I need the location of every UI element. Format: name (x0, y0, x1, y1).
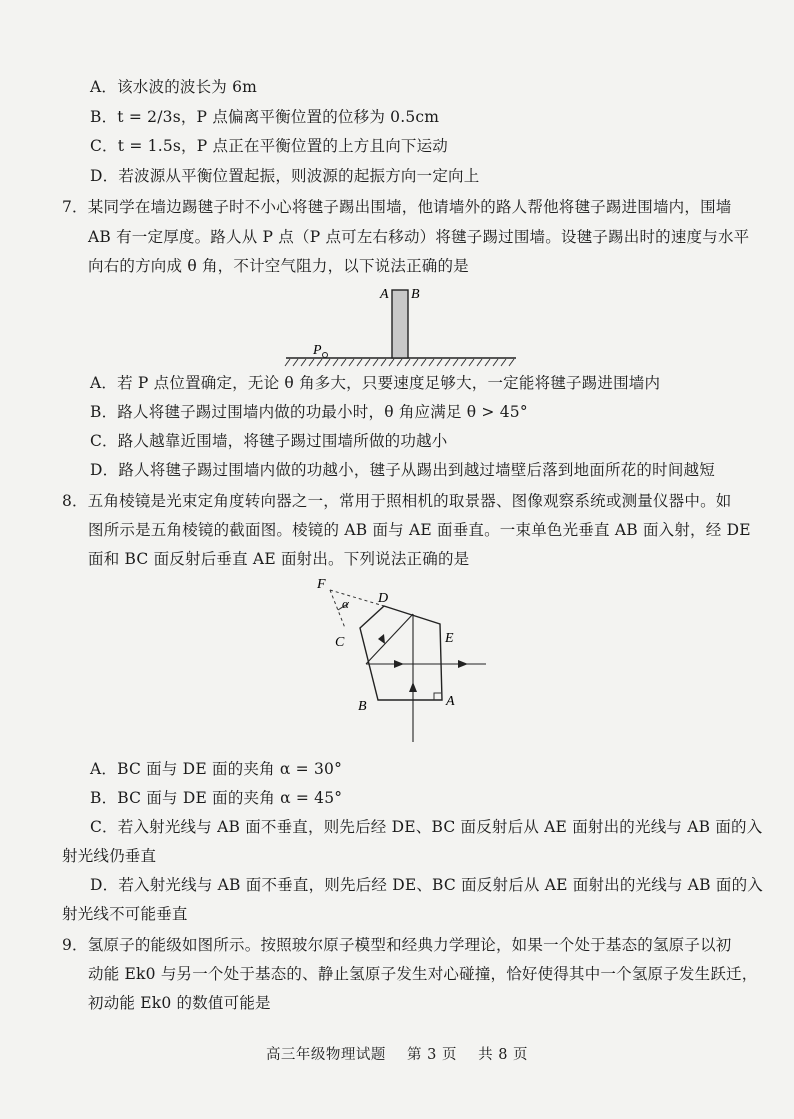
q8-option-c-line-2: 射光线仍垂直 (62, 847, 157, 865)
q7-stem-line-3: 向右的方向成 θ 角，不计空气阻力，以下说法正确的是 (88, 257, 469, 275)
q8-option-d-line-1: D．若入射光线与 AB 面不垂直，则先后经 DE、BC 面反射后从 AE 面射出的光线与 AB 面的入 (90, 876, 764, 894)
footer-page-total: 共 8 页 (478, 1047, 529, 1063)
q9-stem-line-3: 初动能 Ek0 的数值可能是 (88, 994, 271, 1012)
q8-stem-line-2: 图所示是五角棱镜的截面图。棱镜的 AB 面与 AE 面垂直。一束单色光垂直 AB 面入射，经 DE (88, 521, 751, 539)
point-p (323, 353, 328, 358)
q8-stem-line-1: 8．五角棱镜是光束定角度转向器之一，常用于照相机的取景器、图像观察系统或测量仪器中。如 (62, 492, 732, 510)
q8-option-a: A．BC 面与 DE 面的夹角 α = 30° (90, 760, 343, 778)
q7-option-b: B．路人将毽子踢过围墙内做的功最小时，θ 角应满足 θ > 45° (90, 403, 528, 421)
q7-option-a: A．若 P 点位置确定，无论 θ 角多大，只要速度足够大，一定能将毽子踢进围墙内 (90, 374, 661, 392)
wall-ab (392, 290, 408, 358)
pentaprism-outline (360, 606, 442, 700)
footer-page-number: 第 3 页 (407, 1047, 457, 1063)
prism-label-f: F (317, 577, 326, 592)
q6-option-d: D．若波源从平衡位置起振，则波源的起振方向一定向上 (90, 167, 480, 185)
q8-option-d-line-2: 射光线不可能垂直 (62, 905, 188, 923)
q9-stem-line-2: 动能 Ek0 与另一个处于基态的、静止氢原子发生对心碰撞，恰好使得其中一个氢原子发生跃迁， (88, 965, 758, 983)
q6-option-c: C．t = 1.5s，P 点正在平衡位置的上方且向下运动 (90, 137, 448, 155)
footer-title: 高三年级物理试题 (265, 1047, 386, 1063)
point-label-p: P (313, 343, 322, 358)
q8-prism-figure (300, 572, 500, 747)
prism-label-e: E (445, 631, 454, 646)
wall-label-a: A (380, 287, 389, 302)
prism-label-a: A (446, 694, 455, 709)
prism-label-alpha: α (342, 596, 349, 611)
q7-wall-figure (280, 280, 530, 370)
page-footer (0, 1043, 794, 1064)
q7-stem-line-2: AB 有一定厚度。路人从 P 点（P 点可左右移动）将毽子踢过围墙。设毽子踢出时的速度与水平 (88, 228, 750, 246)
q9-stem-line-1: 9．氢原子的能级如图所示。按照玻尔原子模型和经典力学理论，如果一个处于基态的氢原子以初 (62, 936, 732, 954)
q6-option-a: A．该水波的波长为 6m (90, 78, 258, 96)
q7-option-c: C．路人越靠近围墙，将毽子踢过围墙所做的功越小 (90, 432, 448, 450)
q7-option-d: D．路人将毽子踢过围墙内做的功越小，毽子从踢出到越过墙壁后落到地面所花的时间越短 (90, 461, 715, 479)
q7-stem-line-1: 7．某同学在墙边踢毽子时不小心将毽子踢出围墙，他请墙外的路人帮他将毽子踢进围墙内，围墙 (62, 198, 732, 216)
prism-label-d: D (378, 591, 389, 606)
q8-option-b: B．BC 面与 DE 面的夹角 α = 45° (90, 789, 343, 807)
prism-label-c: C (335, 635, 345, 650)
prism-label-b: B (358, 699, 367, 714)
q8-option-c-line-1: C．若入射光线与 AB 面不垂直，则先后经 DE、BC 面反射后从 AE 面射出的光线与 AB 面的入 (90, 818, 763, 836)
q8-stem-line-3: 面和 BC 面反射后垂直 AE 面射出。下列说法正确的是 (88, 550, 470, 568)
q6-option-b: B．t = 2/3s，P 点偏离平衡位置的位移为 0.5cm (90, 108, 440, 126)
wall-label-b: B (411, 287, 420, 302)
